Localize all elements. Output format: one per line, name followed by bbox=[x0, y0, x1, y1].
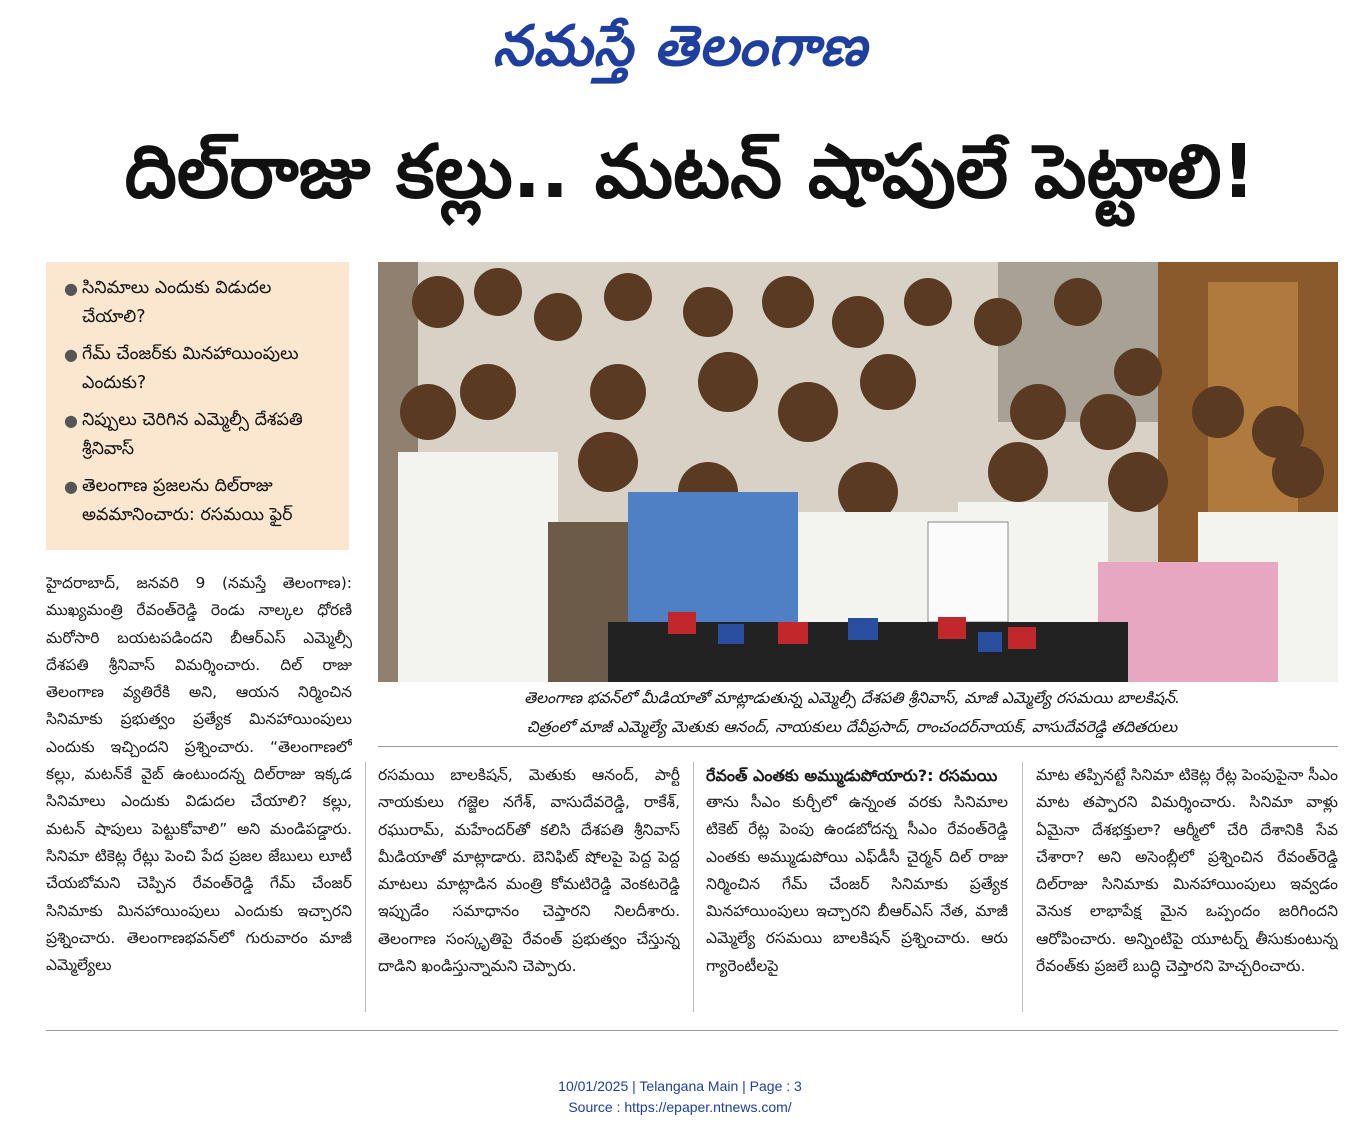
article-column bbox=[46, 570, 352, 1030]
footer-date-line: 10/01/2025 | Telangana Main | Page : 3 bbox=[558, 1078, 802, 1094]
page-footer bbox=[0, 1076, 1360, 1118]
column-divider bbox=[693, 762, 694, 1012]
highlight-item bbox=[64, 472, 337, 530]
article-text: రసమయి బాలకిషన్, మెతుకు ఆనంద్, పార్టీ నాయకులు గజ్జెల నగేశ్, వాసుదేవరెడ్డి, రాకేశ్, రఘురామ్, మహేందర్‌తో కలిసి దేశపతి శ్రీనివాస్ మీడియాతో మాట్లాడారు. బెనిఫిట్ షోలపై పెద్ద పెద్ద మాటలు మాట్లాడిన మంత్రి కోమటిరెడ్డి వెంకటరెడ్డి ఇప్పుడేం సమాధానం చెప్తారని నిలదీశారు. తెలంగాణ సంస్కృతిపై రేవంత్ ప్రభుత్వం చేస్తున్న దాడిని ఖండిస్తున్నామని చెప్పారు. bbox=[378, 766, 680, 976]
caption-line: చిత్రంలో మాజీ ఎమ్మెల్యే మెతుకు ఆనంద్, నాయకులు దేవీప్రసాద్, రాంచందర్‌నాయక్, వాసుదేవరెడ్డి తదితరులు bbox=[526, 718, 1178, 736]
column-divider bbox=[1022, 762, 1023, 1012]
article-column bbox=[378, 762, 680, 1012]
highlight-item bbox=[64, 274, 337, 332]
highlight-text: గేమ్ చేంజర్‌కు మినహాయింపులు ఎందుకు? bbox=[82, 344, 299, 393]
column-divider bbox=[365, 762, 366, 1012]
footer-source-link[interactable]: Source : https://epaper.ntnews.com/ bbox=[568, 1099, 792, 1115]
bullet-icon: ● bbox=[64, 477, 78, 496]
article-text: తాను సీఎం కుర్చీలో ఉన్నంత వరకు సినిమాల టికెట్ రేట్ల పెంపు ఉండబోదన్న సీఎం రేవంత్‌రెడ్డి ఎంతకు అమ్ముడుపోయి ఎఫ్‌డీసీ చైర్మన్ దిల్ రాజు నిర్మించిన గేమ్ చేంజర్ సినిమాకు ప్రత్యేక మినహాయింపులు ఇచ్చారని బీఆర్‌ఎస్ నేత, మాజీ ఎమ్మెల్యే రసమయి బాలకిషన్ ప్రశ్నించారు. ఆరు గ్యారెంటీలపై bbox=[706, 793, 1008, 975]
article-text: హైదరాబాద్, జనవరి 9 (నమస్తే తెలంగాణ): ముఖ్యమంత్రి రేవంత్‌రెడ్డి రెండు నాల్కల ధోరణి మరోసారి బయటపడిందని బీఆర్‌ఎస్ ఎమ్మెల్సీ దేశపతి శ్రీనివాస్ విమర్శించారు. దిల్ రాజు తెలంగాణ వ్యతిరేకి అని, ఆయన నిర్మించిన సినిమాకు ప్రభుత్వం ప్రత్యేక మినహాయింపులు ఎందుకు ఇచ్చిందని ప్రశ్నించారు. “తెలంగాణలో కల్లు, మటన్‌కే వైబ్ ఉంటుందన్న దిల్‌రాజు ఇక్కడ సినిమాలు ఎందుకు విడుదల చేయాలి? కల్లు, మటన్ షాపులు పెట్టుకోవాలి” అని మండిపడ్డారు. సినిమా టికెట్ల రేట్లు పెంచి పేద ప్రజల జేబులు లూటీ చేయబోమని చెప్పిన రేవంత్‌రెడ్డి గేమ్ చేంజర్ సినిమాకు మినహాయింపులు ఎందుకు ఇచ్చారని ప్రశ్నించారు. తెలంగాణభవన్‌లో గురువారం మాజీ ఎమ్మెల్యేలు bbox=[46, 574, 352, 975]
divider bbox=[378, 746, 1338, 747]
press-conference-photo bbox=[378, 262, 1338, 682]
subheading: రేవంత్ ఎంతకు అమ్ముడుపోయారు?: రసమయి bbox=[706, 766, 998, 785]
masthead-logo: నమస్తే తెలంగాణ bbox=[492, 13, 868, 79]
photo-caption bbox=[452, 684, 1252, 744]
highlight-text: తెలంగాణ ప్రజలను దిల్‌రాజు అవమానించారు: రసమయి ఫైర్ bbox=[82, 476, 293, 525]
highlight-text: నిప్పులు చెరిగిన ఎమ్మెల్సీ దేశపతి శ్రీనివాస్ bbox=[82, 410, 303, 459]
article-text: మాట తప్పినట్టే సినిమా టికెట్ల రేట్ల పెంపుపైనా సీఎం మాట తప్పారని విమర్శించారు. సినిమా వాళ్లు ఏమైనా దేశభక్తులా? ఆర్మీలో చేరి దేశానికి సేవ చేశారా? అని అసెంబ్లీలో ప్రశ్నించిన రేవంత్‌రెడ్డి దిల్‌రాజు సినిమాకు మినహాయింపులు ఇవ్వడం వెనుక లాభాపేక్ష మైన ఒప్పందం జరిగిందని ఆరోపించారు. అన్నింటిపై యూటర్న్ తీసుకుంటున్న రేవంత్‌కు ప్రజలే బుద్ధి చెప్తారని హెచ్చరించారు. bbox=[1036, 766, 1338, 976]
bullet-icon: ● bbox=[64, 411, 78, 430]
caption-line: తెలంగాణ భవన్‌లో మీడియాతో మాట్లాడుతున్న ఎమ్మెల్సీ దేశపతి శ్రీనివాస్, మాజీ ఎమ్మెల్యే రసమయి బాలకిషన్. bbox=[524, 689, 1180, 707]
highlight-item bbox=[64, 406, 337, 464]
highlight-item bbox=[64, 340, 337, 398]
divider bbox=[46, 1030, 1338, 1031]
highlight-text: సినిమాలు ఎందుకు విడుదల చేయాలి? bbox=[82, 278, 272, 327]
article-column bbox=[1036, 762, 1338, 1012]
headline: దిల్‌రాజు కల్లు.. మటన్ షాపులే పెట్టాలి! bbox=[124, 129, 1256, 215]
bullet-icon: ● bbox=[64, 345, 78, 364]
bullet-icon: ● bbox=[64, 279, 78, 298]
highlights-box bbox=[46, 262, 349, 550]
article-column bbox=[706, 762, 1008, 1012]
photo-illustration bbox=[378, 262, 1338, 682]
